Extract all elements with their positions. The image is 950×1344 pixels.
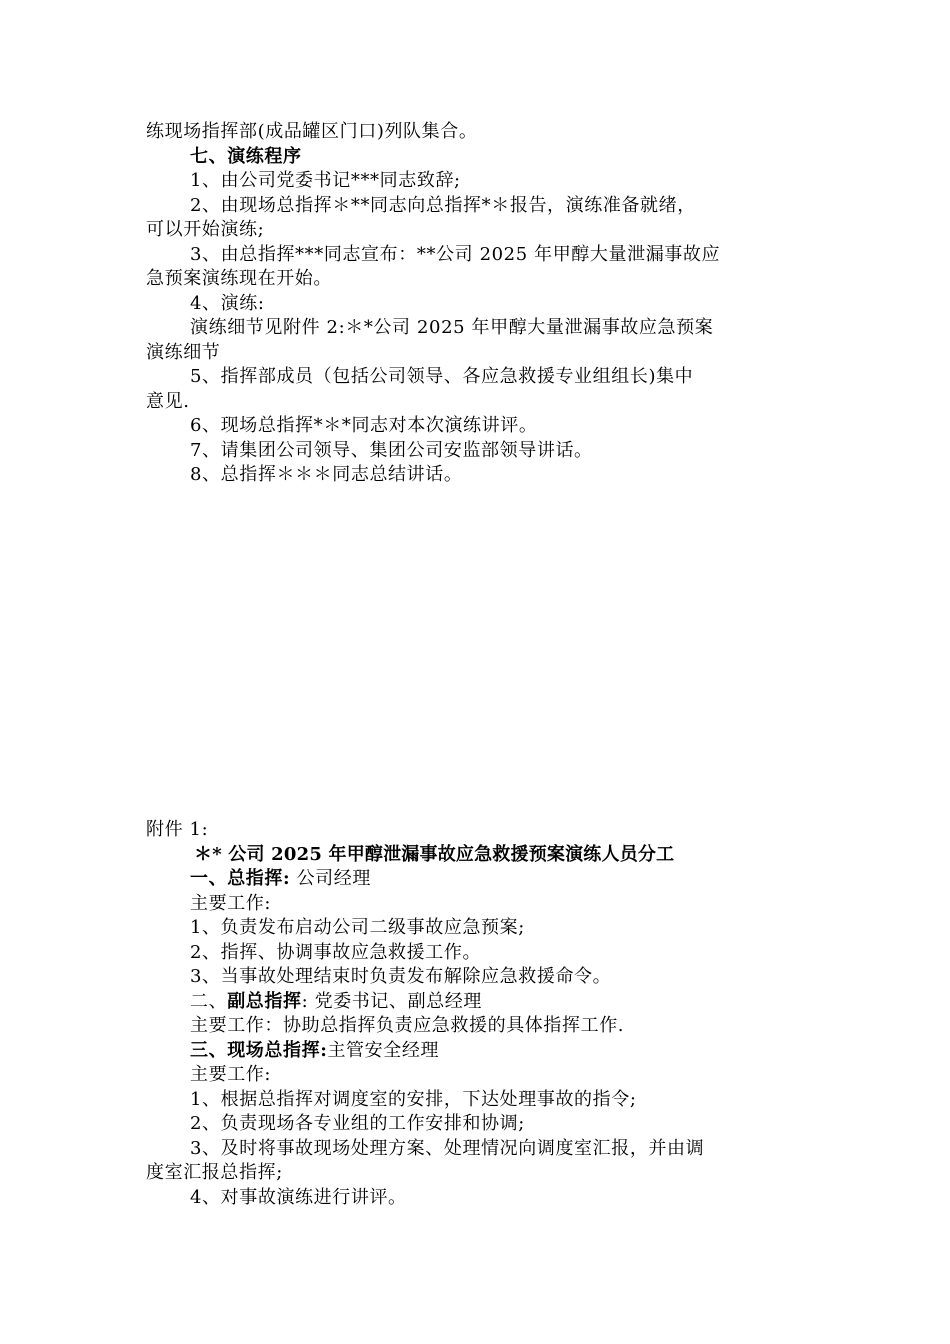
role-deputy-commander (146, 990, 810, 1015)
role-prefix: 二、 (190, 990, 228, 1012)
role-value: : 党委书记、副总经理 (301, 990, 482, 1012)
duty-line: 3、及时将事故现场处理方案、处理情况向调度室汇报，并由调 (190, 1137, 705, 1159)
procedure-line: 4、演练: (190, 292, 265, 314)
duty-line: 3、当事故处理结束时负责发布解除应急救援命令。 (190, 966, 612, 987)
procedure-line: 2、由现场总指挥＊**同志向总指挥*＊报告，演练准备就绪， (190, 194, 696, 216)
procedure-line: 6、现场总指挥*＊*同志对本次演练讲评。 (190, 415, 538, 436)
attachment-section (146, 818, 810, 1210)
procedure-line-continued: 演练细节 (146, 341, 221, 363)
duty-line: 4、对事故演练进行讲评。 (190, 1186, 407, 1208)
procedure-line: 3、由总指挥***同志宣布：**公司 2025 年甲醇大量泄漏事故应 (190, 243, 721, 265)
procedure-line-continued: 急预案演练现在开始。 (146, 268, 332, 289)
work-label: 主要工作: (190, 892, 272, 914)
procedure-line: 7、请集团公司领导、集团公司安监部领导讲话。 (190, 439, 593, 461)
work-label: 主要工作: (190, 1064, 272, 1085)
drill-procedure-section (146, 120, 810, 488)
procedure-line: 5、指挥部成员（包括公司领导、各应急救援专业组组长)集中 (190, 366, 694, 387)
role-site-commander (146, 1039, 810, 1064)
duty-line: 2、指挥、协调事故应急救援工作。 (190, 941, 482, 963)
role-heading: 三、现场总指挥: (190, 1039, 328, 1061)
section-heading: 七、演练程序 (190, 145, 302, 167)
duty-line: 主要工作：协助总指挥负责应急救援的具体指挥工作. (190, 1015, 625, 1036)
duty-line-continued: 度室汇报总指挥; (146, 1162, 283, 1183)
procedure-line-continued: 可以开始演练; (146, 219, 265, 240)
duty-line: 1、根据总指挥对调度室的安排，下达处理事故的指令; (190, 1088, 637, 1110)
procedure-line: 8、总指挥＊＊＊同志总结讲话。 (190, 464, 463, 485)
role-value: 主管安全经理 (327, 1039, 440, 1061)
attachment-title: ＊* 公司 2025 年甲醇泄漏事故应急救援预案演练人员分工 (194, 843, 675, 865)
duty-line: 2、负责现场各专业组的工作安排和协调; (190, 1113, 525, 1134)
procedure-line: 演练细节见附件 2:＊*公司 2025 年甲醇大量泄漏事故应急预案 (190, 317, 714, 338)
role-value: 公司经理 (290, 868, 371, 889)
role-commander (146, 867, 810, 892)
role-heading: 一、总指挥: (190, 868, 291, 889)
attachment-label: 附件 1: (146, 819, 209, 840)
duty-line: 1、负责发布启动公司二级事故应急预案; (190, 917, 525, 938)
carry-over-line: 练现场指挥部(成品罐区门口)列队集合。 (146, 121, 478, 142)
procedure-line-continued: 意见. (146, 390, 190, 412)
procedure-line: 1、由公司党委书记***同志致辞; (190, 170, 461, 191)
role-heading: 副总指挥 (227, 990, 302, 1012)
